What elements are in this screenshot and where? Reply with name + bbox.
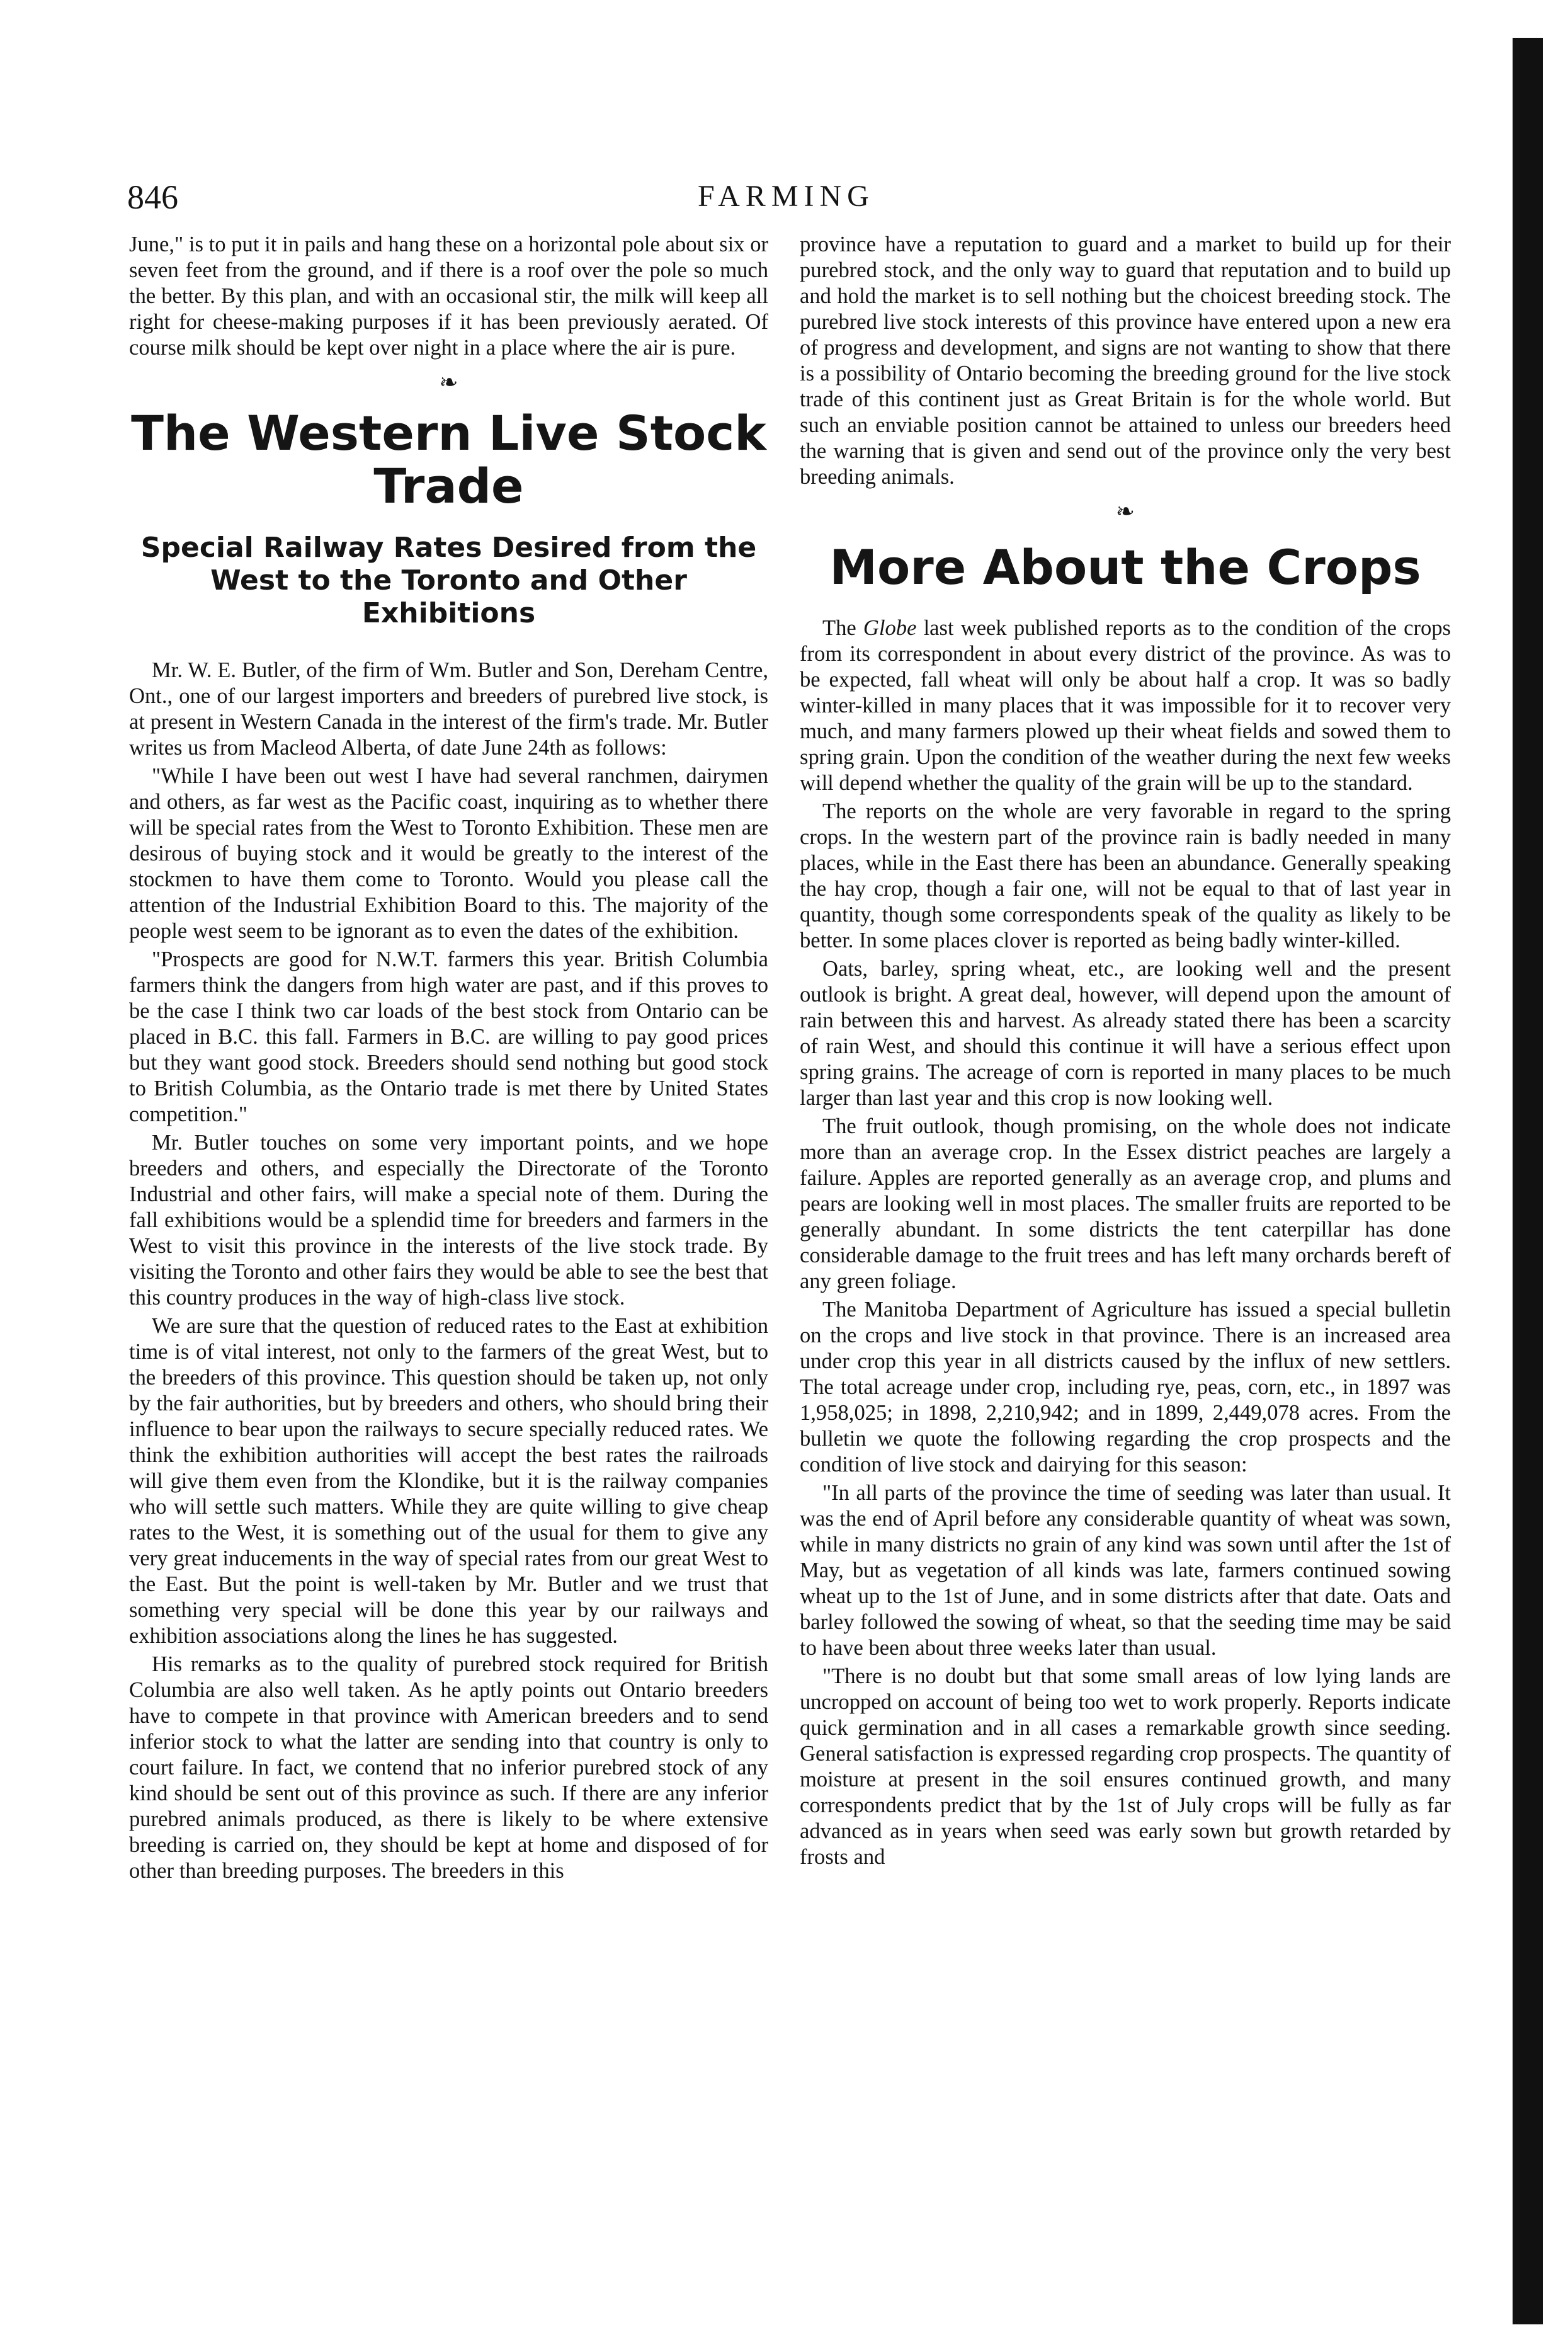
left-intro-paragraph: June," is to put it in pails and hang these on a horizontal pole about six or seven feet from the ground, and if there is a roof over the pole so much the better. By this plan, and with an occasional stir, the milk will keep all right for cheese-making purposes if it has been previously aerated. Of course milk should be kept over night in a place where the air is pure. xyxy=(129,232,768,360)
article-subtitle: Special Railway Rates Desired from the West to the Toronto and Other Exhibitions xyxy=(140,532,757,629)
body-paragraph: "While I have been out west I have had several ranchmen, dairymen and others, as far west as the Pacific coast, inquiring as to whether there will be special rates from the West to Toronto Exhibition. These men are desirous of buying stock and it would be greatly to the interest of the stockmen to have them come to Toronto. Would you please call the attention of the Industrial Exhibition Board to this. The majority of the people west seem to be ignorant as to even the dates of the exhibition. xyxy=(129,764,768,943)
right-intro-paragraph: province have a reputation to guard and a market to build up for their purebred stock, and the only way to guard that reputation and to build up and hold the market is to sell nothing but the choicest breeding stock. The purebred live stock interests of this province have entered upon a new era of progress and development, and signs are not wanting to show that there is a possibility of Ontario becoming the breeding ground for the live stock trade of this continent just as Great Britain is for the whole world. But such an enviable position cannot be attained to unless our breeders heed the warning that is given and send out of the province only the very best breeding animals. xyxy=(800,232,1451,489)
fleuron-ornament: ❧ xyxy=(1115,499,1135,524)
body-paragraph: His remarks as to the quality of purebred stock required for British Columbia are also well taken. As he aptly points out Ontario breeders have to compete in that province with American breeders and to send inferior stock to what the latter are sending into that country is only to court failure. In fact, we contend that no inferior purebred stock of any kind should be sent out of this province as such. If there are any inferior purebred animals produced, as there is likely to be where extensive breeding is carried on, they should be kept at home and disposed of for other than breeding purposes. The breeders in this xyxy=(129,1652,768,1883)
body-paragraph: "There is no doubt but that some small areas of low lying lands are uncropped on account of being too wet to work properly. Reports indicate quick germination and in all cases a remarkable growth since seeding. General satisfaction is expressed regarding crop prospects. The quantity of moisture at present in the soil ensures continued growth, and many correspondents predict that by the 1st of July crops will be fully as far advanced as in years when seed was early sown but growth retarded by frosts and xyxy=(800,1664,1451,1869)
body-paragraph: "Prospects are good for N.W.T. farmers this year. British Columbia farmers think the dangers from high water are past, and if this proves to be the case I think two car loads of the best stock from Ontario can be placed in B.C. this fall. Farmers in B.C. are willing to pay good prices but they want good stock. Breeders should send nothing but good stock to British Columbia, as the Ontario trade is met there by United States competition." xyxy=(129,947,768,1126)
running-head: FARMING xyxy=(698,180,875,213)
right-column xyxy=(800,232,1451,1873)
fleuron-ornament: ❧ xyxy=(439,370,458,395)
body-paragraph: We are sure that the question of reduced rates to the East at exhibition time is of vital interest, not only to the farmers of the great West, but to the breeders of this province. This question should be taken up, not only by the fair authorities, but by breeders and others, who should bring their influence to bear upon the railways to secure specially reduced rates. We think the exhibition authorities will accept the best rates the railroads will give them even from the Klondike, but it is the railway companies who will settle such matters. While they are quite willing to give cheap rates to the West, it is something out of the usual for them to give any very great inducements in the way of special rates from our great West to the East. But the point is well-taken by Mr. Butler and we trust that something very special will be done this year by our railways and exhibition associations along the lines he has suggested. xyxy=(129,1314,768,1648)
page-binding-edge xyxy=(1513,38,1543,2324)
left-column xyxy=(129,232,768,1887)
article-title-more-about-crops: More About the Crops xyxy=(829,539,1421,595)
body-paragraph xyxy=(800,615,1451,796)
body-paragraph: The fruit outlook, though promising, on the whole does not indicate more than an average crop. In the Essex district peaches are largely a failure. Apples are reported generally as an average crop, and plums and pears are looking well in most places. The smaller fruits are reported to be generally abundant. In some districts the tent caterpillar has done considerable damage to the fruit trees and has left many orchards bereft of any green foliage. xyxy=(800,1114,1451,1293)
newspaper-name: Globe xyxy=(863,616,917,640)
body-paragraph: Oats, barley, spring wheat, etc., are looking well and the present outlook is bright. A great deal, however, will depend upon the amount of rain between this and harvest. As already stated there has been a scarcity of rain West, and should this continue it will have a serious effect upon spring grains. The acreage of corn is reported in many places to be much larger than last year and this crop is now looking well. xyxy=(800,957,1451,1110)
paragraph-rest: last week published reports as to the condition of the crops from its correspondent in about every district of the province. As was to be expected, fall wheat will only be about half a crop. It was so badly winter-killed in many places that it was impossible for it to recover very much, and many farmers plowed up their wheat fields and sowed them to spring grain. Upon the condition of the weather during the next few weeks will depend whether the quality of the grain will be up to the standard. xyxy=(800,616,1451,795)
article-title-western-live-stock: The Western Live Stock Trade xyxy=(131,405,766,514)
body-paragraph: Mr. Butler touches on some very important points, and we hope breeders and others, and especially the Directorate of the Toronto Industrial and other fairs, will make a special note of them. During the fall exhibitions would be a splendid time for breeders and farmers in the West to visit this province in the interests of the live stock trade. By visiting the Toronto and other fairs they would be able to see the best that this country produces in the way of high-class live stock. xyxy=(129,1131,768,1310)
paragraph-lead: The xyxy=(822,616,863,640)
body-paragraph: The Manitoba Department of Agriculture has issued a special bulletin on the crops and live stock in that province. There is an increased area under crop this year in all districts caused by the influx of new settlers. The total acreage under crop, including rye, peas, corn, etc., in 1897 was 1,958,025; in 1898, 2,210,942; and in 1899, 2,449,078 acres. From the bulletin we quote the following regarding the crop prospects and the condition of live stock and dairying for this season: xyxy=(800,1298,1451,1477)
body-paragraph: Mr. W. E. Butler, of the firm of Wm. Butler and Son, Dereham Centre, Ont., one of our largest importers and breeders of purebred live stock, is at present in Western Canada in the interest of the firm's trade. Mr. Butler writes us from Macleod Alberta, of date June 24th as follows: xyxy=(129,658,768,760)
body-paragraph: "In all parts of the province the time of seeding was later than usual. It was the end of April before any considerable quantity of wheat was sown, while in many districts no grain of any kind was sown until after the 1st of May, but as vegetation of all kinds was late, farmers continued sowing wheat up to the 1st of June, and in some districts after that date. Oats and barley followed the sowing of wheat, so that the seeding time may be said to have been about three weeks later than usual. xyxy=(800,1481,1451,1660)
body-paragraph: The reports on the whole are very favorable in regard to the spring crops. In the western part of the province rain is badly needed in many places, while in the East there has been an abundance. Generally speaking the hay crop, though a fair one, will not be equal to that of last year in quantity, though some correspondents speak of the quality as likely to be better. In some places clover is reported as being badly winter-killed. xyxy=(800,799,1451,952)
page-number: 846 xyxy=(127,178,178,216)
